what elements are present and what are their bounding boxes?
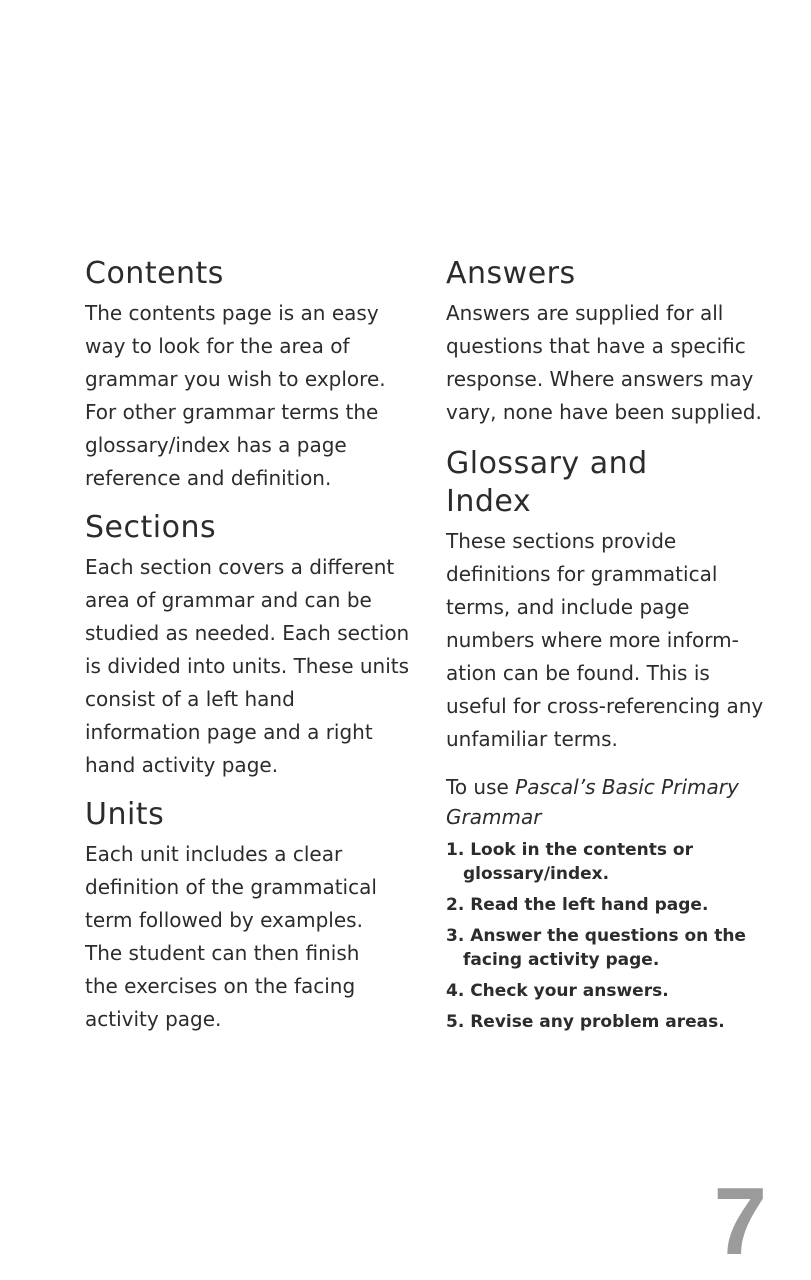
- glossary-heading: [446, 445, 776, 521]
- text-line: These sections provide: [446, 529, 677, 553]
- text-line: the exercises on the facing: [85, 974, 356, 998]
- step-item: [446, 838, 776, 886]
- text-line: hand activity page.: [85, 753, 279, 777]
- contents-heading: Contents: [85, 256, 224, 291]
- step-item: [446, 893, 776, 917]
- steps-list: [446, 838, 776, 1034]
- how-to-use-section: [446, 772, 776, 1034]
- step-text: 5. Revise any problem areas.: [446, 1012, 725, 1032]
- text-line: definitions for grammatical: [446, 562, 718, 586]
- text-line: unfamiliar terms.: [446, 727, 618, 751]
- text-line: reference and definition.: [85, 466, 332, 490]
- text-line: useful for cross-referencing any: [446, 694, 764, 718]
- text-line: Answers are supplied for all: [446, 301, 724, 325]
- heading-line: Glossary and: [446, 446, 648, 481]
- heading-line: Index: [446, 484, 532, 519]
- intro-prefix: To use: [446, 775, 516, 799]
- glossary-paragraph: [446, 525, 776, 756]
- text-line: The student can then finish: [85, 941, 360, 965]
- text-line: vary, none have been supplied.: [446, 400, 762, 424]
- step-text-continued: facing activity page.: [463, 950, 660, 970]
- answers-section: [446, 255, 776, 429]
- glossary-section: [446, 445, 776, 756]
- text-line: way to look for the area of: [85, 334, 350, 358]
- text-line: Each unit includes a clear: [85, 842, 343, 866]
- left-column: [85, 255, 415, 1050]
- units-paragraph: [85, 838, 415, 1036]
- how-to-use-intro: [446, 772, 776, 832]
- text-line: definition of the grammatical: [85, 875, 377, 899]
- units-section: [85, 796, 415, 1036]
- text-line: For other grammar terms the: [85, 400, 379, 424]
- step-text: 1. Look in the contents or: [446, 840, 693, 860]
- text-line: area of grammar and can be: [85, 588, 372, 612]
- text-line: ation can be found. This is: [446, 661, 710, 685]
- step-text: 4. Check your answers.: [446, 981, 669, 1001]
- text-line: term followed by examples.: [85, 908, 363, 932]
- text-line: numbers where more inform-: [446, 628, 739, 652]
- text-line: grammar you wish to explore.: [85, 367, 386, 391]
- book-title-continued: Grammar: [446, 805, 542, 829]
- answers-heading: Answers: [446, 256, 576, 291]
- book-title: Pascal’s Basic Primary: [515, 775, 739, 799]
- sections-paragraph: [85, 551, 415, 782]
- text-line: terms, and include page: [446, 595, 690, 619]
- step-text-continued: glossary/index.: [463, 864, 610, 884]
- page-number: 7: [713, 1168, 767, 1275]
- text-line: information page and a right: [85, 720, 373, 744]
- text-line: response. Where answers may: [446, 367, 754, 391]
- text-line: The contents page is an easy: [85, 301, 379, 325]
- step-item: [446, 979, 776, 1003]
- text-line: activity page.: [85, 1007, 222, 1031]
- step-item: [446, 1010, 776, 1034]
- step-text: 3. Answer the questions on the: [446, 926, 746, 946]
- text-line: is divided into units. These units: [85, 654, 410, 678]
- units-heading: Units: [85, 797, 165, 832]
- step-item: [446, 924, 776, 972]
- step-text: 2. Read the left hand page.: [446, 895, 709, 915]
- text-line: glossary/index has a page: [85, 433, 347, 457]
- sections-section: [85, 509, 415, 782]
- contents-paragraph: [85, 297, 415, 495]
- text-line: questions that have a specific: [446, 334, 746, 358]
- text-line: studied as needed. Each section: [85, 621, 410, 645]
- text-line: consist of a left hand: [85, 687, 295, 711]
- right-column: [446, 255, 776, 1041]
- text-line: Each section covers a different: [85, 555, 395, 579]
- contents-section: [85, 255, 415, 495]
- sections-heading: Sections: [85, 510, 217, 545]
- answers-paragraph: [446, 297, 776, 429]
